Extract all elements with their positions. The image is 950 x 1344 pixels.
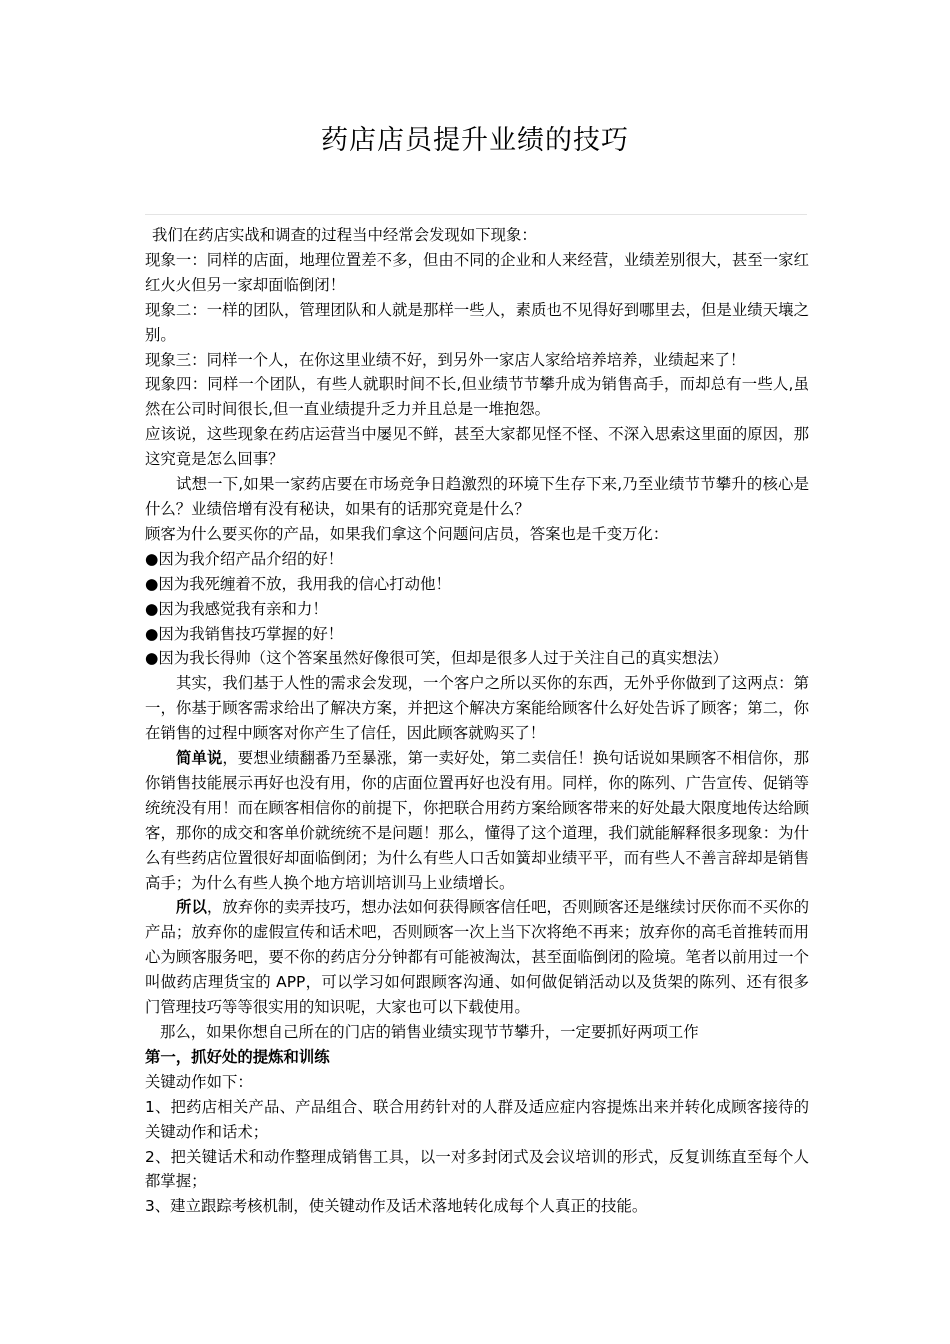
conclusion-paragraph	[145, 895, 809, 1020]
analysis-paragraph: 应该说，这些现象在药店运营当中屡见不鲜，甚至大家都见怪不怪、不深入思索这里面的原因，那这究竟是怎么回事？	[145, 425, 809, 469]
title-divider	[145, 214, 807, 215]
phenomenon-3-paragraph: 现象三：同样一个人，在你这里业绩不好，到另外一家店人家给培养培养，业绩起来了！	[145, 350, 746, 369]
step-item: 3、建立跟踪考核机制，使关键动作及话术落地转化成每个人真正的技能。	[145, 1197, 648, 1216]
key-actions-paragraph: 关键动作如下：	[145, 1072, 253, 1091]
bullet-item: ●因为我销售技巧掌握的好！	[145, 624, 344, 643]
customer-question-paragraph: 顾客为什么要买你的产品，如果我们拿这个问题问店员，答案也是千变万化：	[145, 524, 669, 543]
bullet-item: ●因为我感觉我有亲和力！	[145, 599, 328, 618]
paragraph-text: ，放弃你的卖弄技巧，想办法如何获得顾客信任吧，否则顾客还是继续讨厌你而不买你的产品；放弃你的虚假宣传和话术吧，否则顾客一次上当下次将绝不再来；放弃你的高毛首推转而用心为顾客服务吧，要不你的药店分分钟都有可能被淘汰，甚至面临倒闭的险境。笔者以前用过一个叫做药店理货宝的 APP，可以学习如何跟顾客沟通、如何做促销活动以及货架的陈列、还有很多门管理技巧等等很实用的知识呢，大家也可以下载使用。	[145, 898, 809, 1017]
simple-summary-paragraph	[145, 746, 809, 895]
step-item: 1、把药店相关产品、产品组合、联合用药针对的人群及适应症内容提炼出来并转化成顾客接待的关键动作和话术；	[145, 1097, 809, 1141]
document-title: 药店店员提升业绩的技巧	[321, 125, 629, 156]
question-paragraph: 试想一下,如果一家药店要在市场竞争日趋激烈的环境下生存下来,乃至业绩节节攀升的核心是什么？业绩倍增有没有秘诀，如果有的话那究竟是什么？	[145, 475, 809, 518]
phenomenon-4-paragraph: 现象四：同样一个团队，有些人就职时间不长,但业绩节节攀升成为销售高手，而却总有一些人,虽然在公司时间很长,但一直业绩提升乏力并且总是一堆抱怨。	[145, 375, 809, 419]
two-tasks-paragraph: 那么，如果你想自己所在的门店的销售业绩实现节节攀升，一定要抓好两项工作	[160, 1023, 699, 1041]
intro-paragraph: 我们在药店实战和调查的过程当中经常会发现如下现象：	[152, 226, 537, 244]
bullet-item: ●因为我长得帅（这个答案虽然好像很可笑，但却是很多人过于关注自己的真实想法）	[145, 649, 728, 668]
phenomenon-2-paragraph: 现象二：一样的团队，管理团队和人就是那样一些人，素质也不见得好到哪里去，但是业绩天壤之别。	[145, 300, 809, 344]
phenomenon-1-paragraph: 现象一：同样的店面，地理位置差不多，但由不同的企业和人来经营，业绩差别很大，甚至一家红红火火但另一家却面临倒闭！	[145, 250, 809, 294]
two-points-paragraph: 其实，我们基于人性的需求会发现，一个客户之所以买你的东西，无外乎你做到了这两点：第一，你基于顾客需求给出了解决方案，并把这个解决方案能给顾客什么好处告诉了顾客；第二，你在销售的过程中顾客对你产生了信任，因此顾客就购买了！	[145, 674, 809, 743]
bold-lead-text: 简单说	[176, 749, 223, 768]
section-heading: 第一，抓好处的提炼和训练	[145, 1047, 330, 1066]
step-item: 2、把关键话术和动作整理成销售工具，以一对多封闭式及会议培训的形式，反复训练直至每个人都掌握；	[145, 1147, 809, 1191]
paragraph-text: ，要想业绩翻番乃至暴涨，第一卖好处，第二卖信任！换句话说如果顾客不相信你，那你销售技能展示再好也没有用，你的店面位置再好也没有用。同样，你的陈列、广告宣传、促销等统统没有用！而在顾客相信你的前提下，你把联合用药方案给顾客带来的好处最大限度地传达给顾客，那你的成交和客单价就统统不是问题！那么，懂得了这个道理，我们就能解释很多现象：为什么有些药店位置很好却面临倒闭；为什么有些人口舌如簧却业绩平平，而有些人不善言辞却是销售高手；为什么有些人换个地方培训培训马上业绩增长。	[145, 749, 809, 892]
bold-lead-text: 所以	[176, 898, 207, 917]
document-body	[145, 223, 809, 1219]
bullet-item: ●因为我介绍产品介绍的好！	[145, 549, 344, 568]
bullet-item: ●因为我死缠着不放，我用我的信心打动他！	[145, 574, 451, 593]
